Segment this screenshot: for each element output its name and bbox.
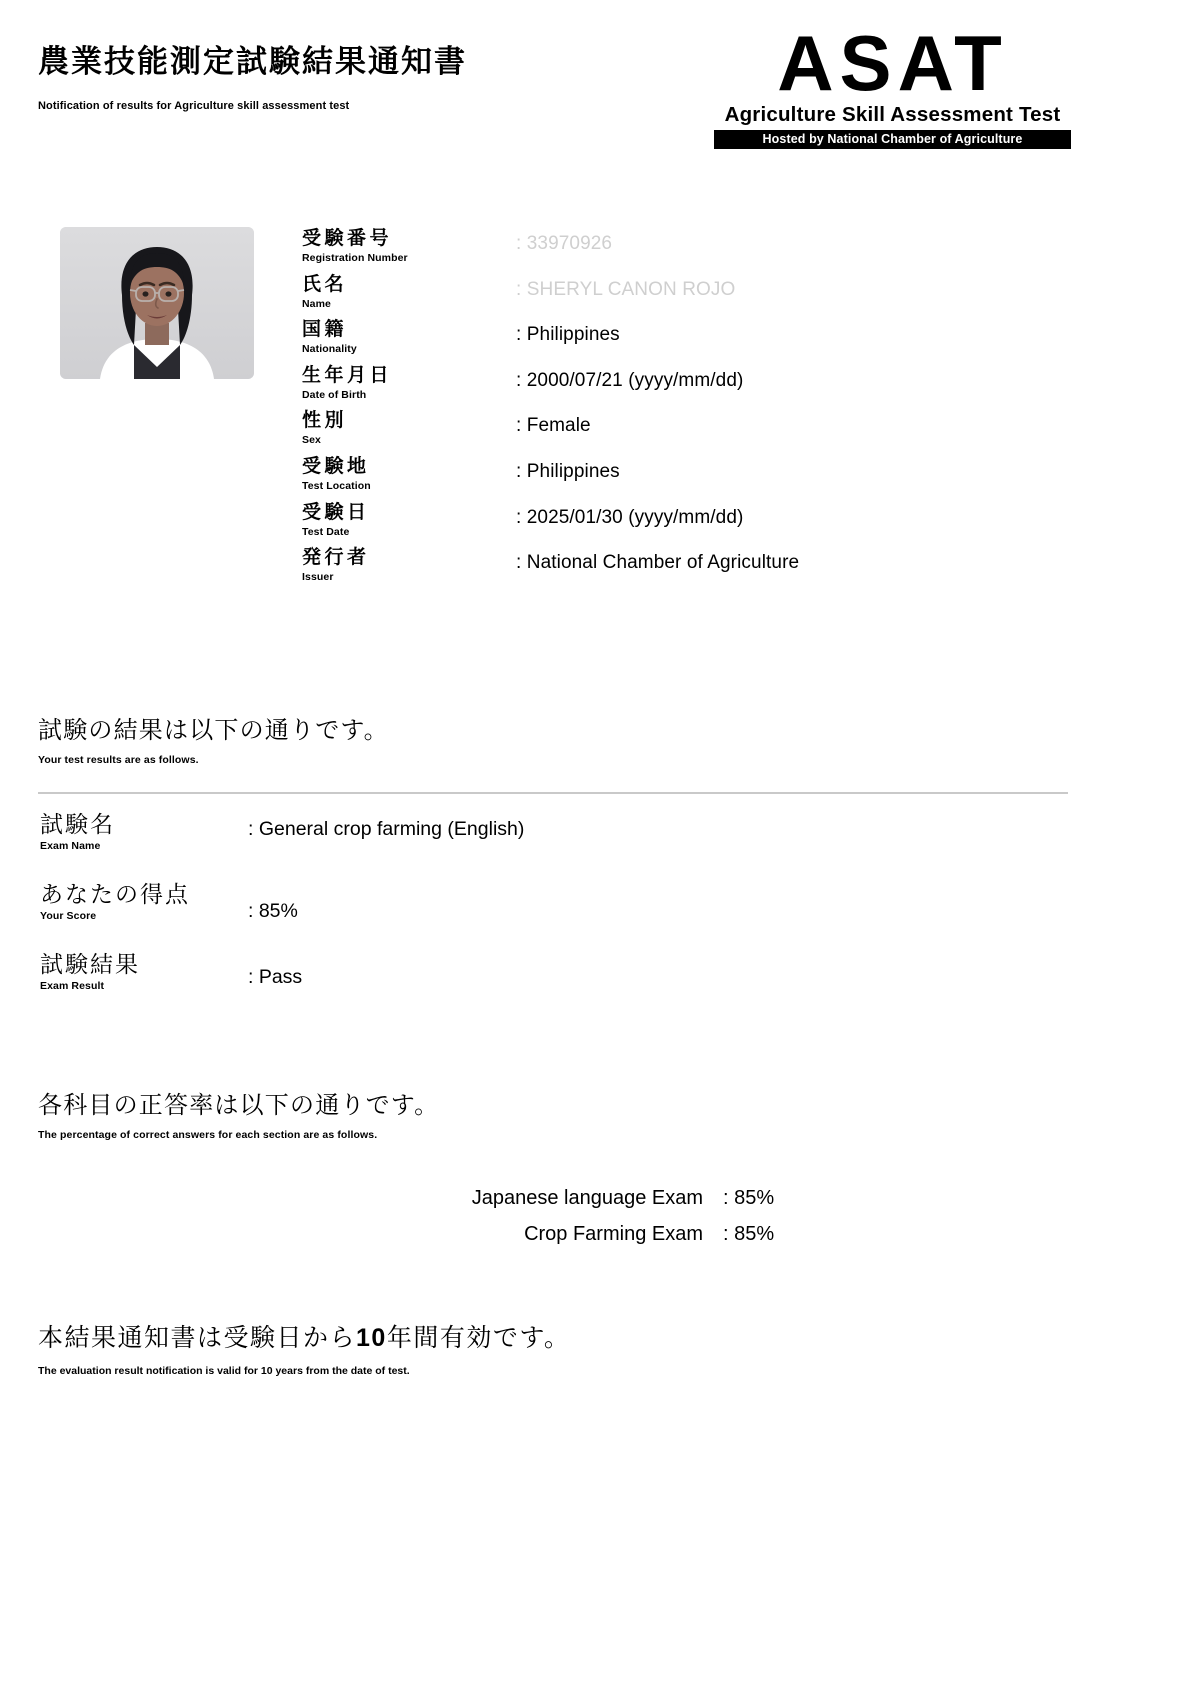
info-label-en: Test Location [302, 479, 371, 492]
validity-text-after: 年間有効です。 [386, 1324, 571, 1352]
info-row-sex [302, 410, 1102, 456]
info-label-jp: 国籍 [302, 319, 348, 341]
page-subtitle: Notification of results for Agriculture skill assessment test [38, 100, 350, 112]
percentages-list [38, 1187, 1038, 1259]
validity-text-before: 本結果通知書は受験日から [38, 1324, 357, 1352]
percentages-heading-jp: 各科目の正答率は以下の通りです。 [38, 1092, 440, 1119]
results-heading-en: Your test results are as follows. [38, 754, 199, 766]
percentage-value: : 85% [723, 1223, 775, 1245]
result-row-exam-result [38, 952, 938, 1022]
info-label-jp: 性別 [302, 410, 348, 432]
info-label-en: Registration Number [302, 252, 408, 264]
photo-illustration [60, 227, 254, 379]
result-label-jp: 試験結果 [40, 951, 140, 977]
logo-host-band: Hosted by National Chamber of Agriculture [714, 130, 1071, 149]
section-validity [38, 1318, 1168, 1377]
validity-statement-en: The evaluation result notification is valid for 10 years from the date of test. [38, 1365, 410, 1377]
percentage-value: : 85% [723, 1187, 775, 1209]
results-section [38, 710, 1168, 1022]
info-value-test-date: : 2025/01/30 (yyyy/mm/dd) [516, 506, 744, 528]
section-percentages [38, 1085, 1168, 1259]
info-value-date-of-birth: : 2000/07/21 (yyyy/mm/dd) [516, 369, 744, 391]
info-label-jp: 受験日 [302, 501, 370, 523]
result-value-exam-name: : General crop farming (English) [248, 818, 525, 840]
result-row-exam-name [38, 812, 938, 882]
result-label-en: Exam Name [40, 840, 101, 852]
info-label-jp: 受験番号 [302, 228, 393, 249]
info-label-en: Name [302, 297, 331, 310]
info-value-name: : SHERYL CANON ROJO [516, 278, 736, 300]
result-label-jp: 試験名 [40, 811, 115, 837]
info-value-test-location: : Philippines [516, 460, 620, 482]
applicant-info-table [302, 228, 1102, 593]
info-value-nationality: : Philippines [516, 324, 620, 346]
section-divider [38, 792, 1068, 794]
results-heading-jp: 試験の結果は以下の通りです。 [38, 717, 389, 744]
result-label-en: Exam Result [40, 980, 105, 992]
info-value-issuer: : National Chamber of Agriculture [516, 552, 800, 574]
info-value-sex: : Female [516, 415, 591, 437]
result-label-jp: あなたの得点 [40, 881, 190, 907]
info-row-issuer [302, 547, 1102, 593]
validity-years: 10 [356, 1324, 387, 1352]
info-row-name [302, 274, 1102, 320]
page-title: 農業技能測定試験結果通知書 [38, 44, 467, 79]
percentage-label: Crop Farming Exam [524, 1223, 703, 1245]
info-label-en: Sex [302, 434, 321, 447]
percentage-row-crop-farming [38, 1223, 1038, 1259]
info-label-en: Nationality [302, 343, 357, 356]
info-row-date-of-birth [302, 365, 1102, 411]
result-value-exam-result: : Pass [248, 966, 303, 988]
result-value-your-score: : 85% [248, 900, 298, 922]
info-row-nationality [302, 319, 1102, 365]
info-label-jp: 氏名 [302, 273, 348, 295]
percentage-row-japanese-language [38, 1187, 1038, 1223]
validity-statement-jp [38, 1318, 1168, 1354]
result-label-en: Your Score [40, 910, 97, 922]
logo-acronym: ASAT [777, 19, 1008, 107]
info-row-test-location [302, 456, 1102, 502]
info-value-registration-number: : 33970926 [516, 233, 613, 254]
info-label-en: Date of Birth [302, 388, 367, 401]
results-table [38, 812, 938, 1022]
percentages-heading-en: The percentage of correct answers for each section are as follows. [38, 1129, 378, 1141]
info-label-jp: 発行者 [302, 547, 370, 569]
info-label-en: Test Date [302, 525, 350, 538]
document-header [0, 0, 1200, 200]
result-row-your-score [38, 882, 938, 952]
info-label-jp: 受験地 [302, 455, 370, 477]
info-row-test-date [302, 502, 1102, 548]
info-label-jp: 生年月日 [302, 364, 393, 386]
applicant-photo [60, 227, 254, 379]
info-row-registration-number [302, 228, 1102, 274]
asat-logo [714, 19, 1071, 149]
percentage-label: Japanese language Exam [471, 1187, 703, 1209]
logo-tagline: Agriculture Skill Assessment Test [724, 102, 1061, 126]
info-label-en: Issuer [302, 571, 334, 584]
